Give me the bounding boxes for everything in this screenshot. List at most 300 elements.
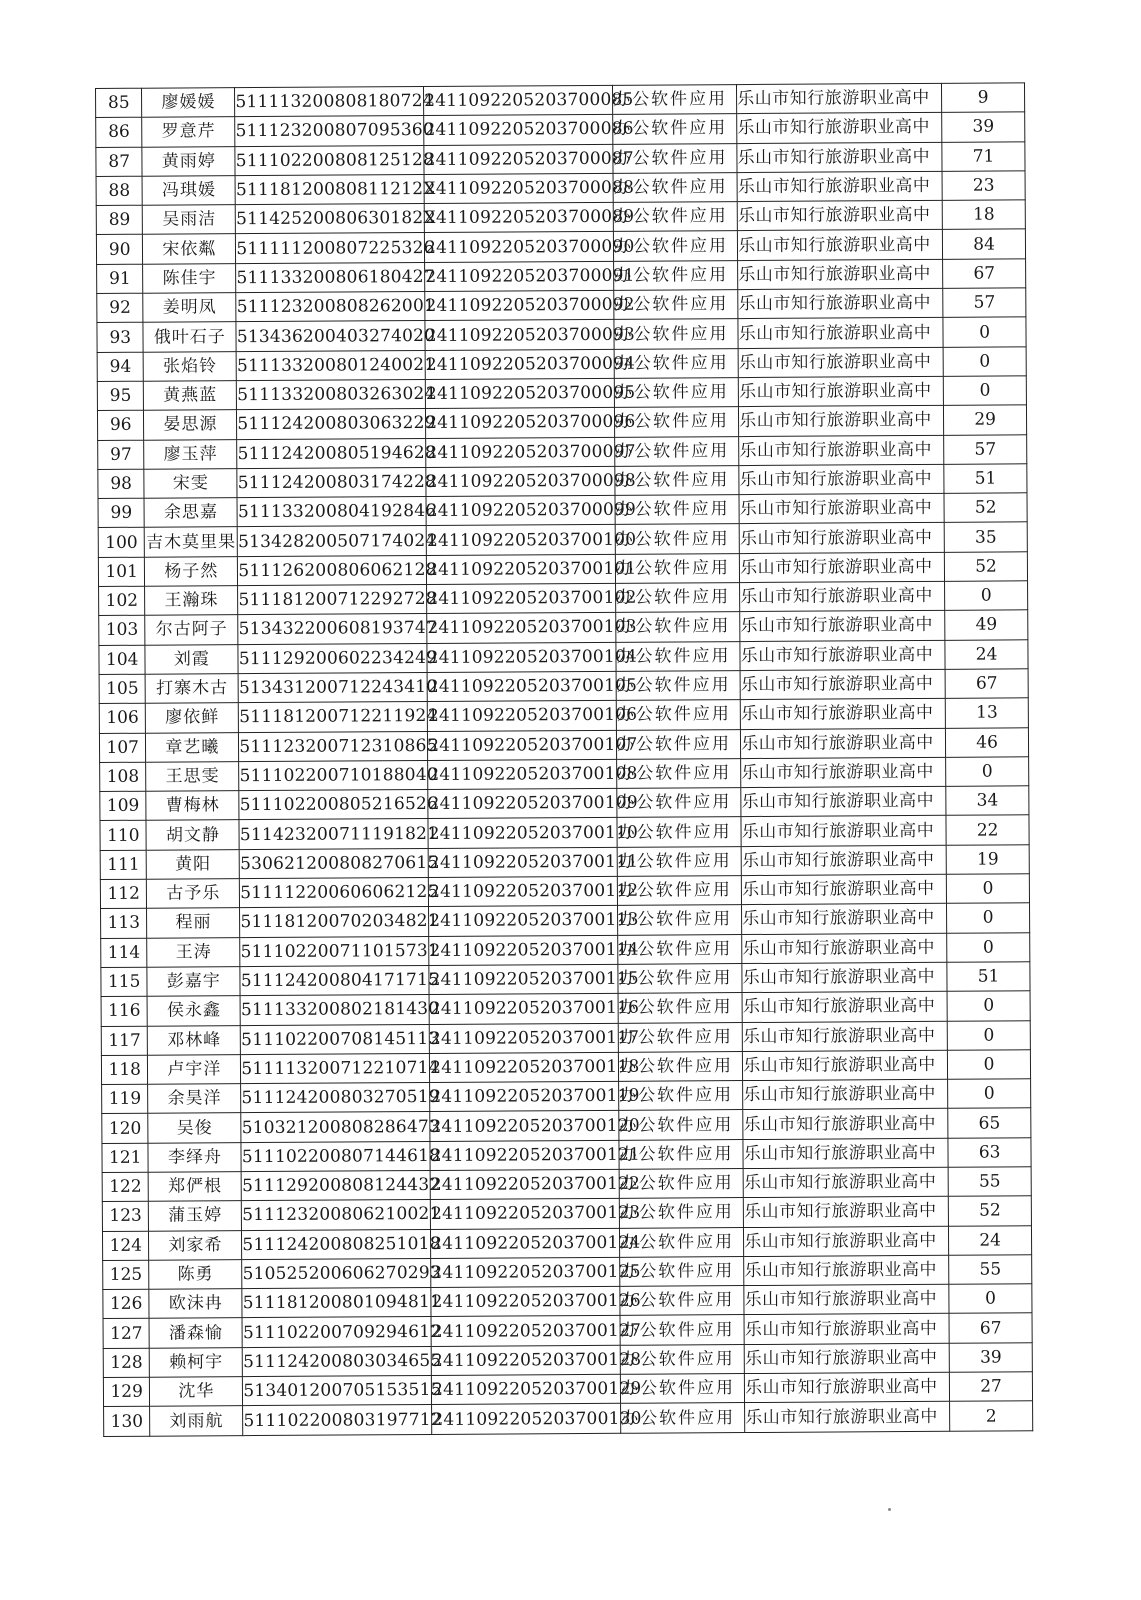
id-card-number: 511112200606062125 <box>240 877 429 907</box>
score-value: 67 <box>945 669 1028 699</box>
exam-ticket-number: 2411092205203700091 <box>425 261 614 291</box>
student-name: 罗意芹 <box>142 117 235 147</box>
row-number: 118 <box>101 1055 148 1085</box>
student-name: 曹梅林 <box>146 791 239 821</box>
course-name: 办公软件应用 <box>614 319 738 349</box>
id-card-number: 513428200507174024 <box>238 526 427 556</box>
id-card-number: 511123200808262001 <box>236 292 425 322</box>
score-value: 39 <box>949 1343 1032 1373</box>
course-name: 办公软件应用 <box>614 407 738 437</box>
score-value: 0 <box>943 376 1026 406</box>
course-name: 办公软件应用 <box>617 846 741 876</box>
course-name: 办公软件应用 <box>613 172 737 202</box>
school-name: 乐山市知行旅游职业高中 <box>743 1197 948 1228</box>
course-name: 办公软件应用 <box>619 1110 743 1140</box>
course-name: 办公软件应用 <box>615 553 739 583</box>
exam-ticket-number: 2411092205203700085 <box>424 85 613 115</box>
score-value: 24 <box>945 639 1028 669</box>
row-number: 86 <box>96 118 143 148</box>
id-card-number: 511102200711015731 <box>240 936 429 966</box>
school-name: 乐山市知行旅游职业高中 <box>742 904 947 935</box>
id-card-number: 511102200808125128 <box>235 145 424 175</box>
row-number: 100 <box>98 528 145 558</box>
score-value: 57 <box>943 288 1026 318</box>
course-name: 办公软件应用 <box>617 905 741 935</box>
id-card-number: 511129200808124432 <box>241 1170 430 1200</box>
exam-ticket-number: 2411092205203700111 <box>428 847 617 877</box>
row-number: 91 <box>97 264 144 294</box>
school-name: 乐山市知行旅游职业高中 <box>738 288 943 319</box>
student-name: 廖玉萍 <box>144 439 237 469</box>
student-name: 刘家希 <box>149 1230 242 1260</box>
score-value: 0 <box>949 1284 1032 1314</box>
row-number: 103 <box>99 616 146 646</box>
row-number: 85 <box>96 88 143 118</box>
student-name: 古予乐 <box>147 879 240 909</box>
id-card-number: 511181200702034821 <box>240 907 429 937</box>
id-card-number: 510321200808286473 <box>241 1112 430 1142</box>
school-name: 乐山市知行旅游职业高中 <box>741 845 946 876</box>
student-name: 刘雨航 <box>150 1406 243 1436</box>
school-name: 乐山市知行旅游职业高中 <box>738 347 943 378</box>
exam-ticket-number: 2411092205203700095 <box>425 378 614 408</box>
school-name: 乐山市知行旅游职业高中 <box>741 757 946 788</box>
id-card-number: 530621200808270615 <box>239 848 428 878</box>
score-value: 0 <box>948 1079 1031 1109</box>
id-card-number: 511133200801240021 <box>236 350 425 380</box>
school-name: 乐山市知行旅游职业高中 <box>744 1284 949 1315</box>
score-value: 65 <box>948 1108 1031 1138</box>
student-name: 吴俊 <box>148 1113 241 1143</box>
exam-ticket-number: 2411092205203700128 <box>431 1345 620 1375</box>
course-name: 办公软件应用 <box>613 231 737 261</box>
exam-ticket-number: 2411092205203700129 <box>432 1374 621 1404</box>
exam-ticket-number: 2411092205203700093 <box>425 320 614 350</box>
course-name: 办公软件应用 <box>613 143 737 173</box>
score-value: 51 <box>947 962 1030 992</box>
course-name: 办公软件应用 <box>618 993 742 1023</box>
student-name: 打寨木古 <box>146 674 239 704</box>
exam-ticket-number: 2411092205203700100 <box>426 525 615 555</box>
row-number: 89 <box>96 205 143 235</box>
exam-ticket-number: 2411092205203700102 <box>427 583 616 613</box>
course-name: 办公软件应用 <box>618 1022 742 1052</box>
student-name: 吴雨洁 <box>143 205 236 235</box>
exam-ticket-number: 2411092205203700108 <box>428 759 617 789</box>
id-card-number: 511181200801094811 <box>242 1288 431 1318</box>
school-name: 乐山市知行旅游职业高中 <box>743 1138 948 1169</box>
exam-ticket-number: 2411092205203700105 <box>427 671 616 701</box>
school-name: 乐山市知行旅游职业高中 <box>739 523 944 554</box>
course-name: 办公软件应用 <box>614 260 738 290</box>
exam-ticket-number: 2411092205203700097 <box>426 437 615 467</box>
id-card-number: 511181200712292728 <box>238 585 427 615</box>
score-value: 27 <box>950 1372 1033 1402</box>
student-name: 侯永鑫 <box>147 996 240 1026</box>
school-name: 乐山市知行旅游职业高中 <box>742 992 947 1023</box>
score-value: 52 <box>948 1196 1031 1226</box>
row-number: 126 <box>103 1289 150 1319</box>
exam-ticket-number: 2411092205203700123 <box>430 1199 619 1229</box>
score-value: 9 <box>942 83 1025 113</box>
school-name: 乐山市知行旅游职业高中 <box>742 874 947 905</box>
exam-ticket-number: 2411092205203700104 <box>427 642 616 672</box>
id-card-number: 511123200807095360 <box>235 116 424 146</box>
student-name: 王涛 <box>147 937 240 967</box>
course-name: 办公软件应用 <box>616 700 740 730</box>
id-card-number: 511123200712310865 <box>239 731 428 761</box>
student-name: 胡文静 <box>146 820 239 850</box>
course-name: 办公软件应用 <box>620 1374 744 1404</box>
student-name: 黄雨婷 <box>142 146 235 176</box>
score-value: 22 <box>946 815 1029 845</box>
row-number: 110 <box>100 821 147 851</box>
student-name: 宋依粼 <box>143 234 236 264</box>
student-name: 刘霞 <box>145 644 238 674</box>
school-name: 乐山市知行旅游职业高中 <box>737 83 942 114</box>
school-name: 乐山市知行旅游职业高中 <box>744 1343 949 1374</box>
score-value: 49 <box>945 610 1028 640</box>
id-card-number: 511133200806180427 <box>236 262 425 292</box>
school-name: 乐山市知行旅游职业高中 <box>740 552 945 583</box>
row-number: 90 <box>96 235 143 265</box>
student-name: 郑俨根 <box>149 1172 242 1202</box>
school-name: 乐山市知行旅游职业高中 <box>740 581 945 612</box>
student-name: 余思嘉 <box>144 498 237 528</box>
exam-ticket-number: 2411092205203700094 <box>425 349 614 379</box>
row-number: 116 <box>101 996 148 1026</box>
score-value: 18 <box>942 200 1025 230</box>
student-name: 邓林峰 <box>148 1025 241 1055</box>
school-name: 乐山市知行旅游职业高中 <box>739 493 944 524</box>
score-value: 71 <box>942 141 1025 171</box>
course-name: 办公软件应用 <box>618 934 742 964</box>
course-name: 办公软件应用 <box>617 758 741 788</box>
student-name: 杨子然 <box>145 556 238 586</box>
row-number: 127 <box>103 1319 150 1349</box>
id-card-number: 513431200712243410 <box>238 672 427 702</box>
exam-ticket-number: 2411092205203700126 <box>431 1286 620 1316</box>
exam-ticket-number: 2411092205203700109 <box>428 788 617 818</box>
score-value: 2 <box>950 1401 1033 1431</box>
student-name: 卢宇洋 <box>148 1054 241 1084</box>
school-name: 乐山市知行旅游职业高中 <box>739 406 944 437</box>
score-value: 19 <box>946 845 1029 875</box>
roster-sheet <box>95 82 1033 1436</box>
score-value: 84 <box>943 229 1026 259</box>
course-name: 办公软件应用 <box>616 641 740 671</box>
exam-ticket-number: 2411092205203700119 <box>430 1081 619 1111</box>
id-card-number: 511102200708145113 <box>241 1024 430 1054</box>
school-name: 乐山市知行旅游职业高中 <box>743 1050 948 1081</box>
row-number: 108 <box>100 762 147 792</box>
table-body <box>96 83 1033 1436</box>
course-name: 办公软件应用 <box>618 963 742 993</box>
row-number: 128 <box>103 1348 150 1378</box>
row-number: 107 <box>99 733 146 763</box>
school-name: 乐山市知行旅游职业高中 <box>739 435 944 466</box>
id-card-number: 511102200709294612 <box>242 1317 431 1347</box>
exam-ticket-number: 2411092205203700113 <box>429 906 618 936</box>
school-name: 乐山市知行旅游职业高中 <box>738 318 943 349</box>
score-value: 0 <box>948 1050 1031 1080</box>
exam-ticket-number: 2411092205203700118 <box>430 1052 619 1082</box>
score-value: 67 <box>949 1313 1032 1343</box>
score-value: 46 <box>946 727 1029 757</box>
course-name: 办公软件应用 <box>614 290 738 320</box>
school-name: 乐山市知行旅游职业高中 <box>738 376 943 407</box>
id-card-number: 51118120080811212X <box>235 174 424 204</box>
score-value: 0 <box>947 932 1030 962</box>
exam-ticket-number: 2411092205203700107 <box>428 730 617 760</box>
id-card-number: 511129200602234249 <box>238 643 427 673</box>
row-number: 98 <box>98 469 145 499</box>
score-table <box>95 82 1033 1436</box>
school-name: 乐山市知行旅游职业高中 <box>738 230 943 261</box>
student-name: 黄燕蓝 <box>144 381 237 411</box>
course-name: 办公软件应用 <box>617 876 741 906</box>
row-number: 125 <box>103 1260 150 1290</box>
score-value: 51 <box>944 464 1027 494</box>
id-card-number: 511113200712210714 <box>241 1053 430 1083</box>
school-name: 乐山市知行旅游职业高中 <box>743 1079 948 1110</box>
course-name: 办公软件应用 <box>617 817 741 847</box>
score-value: 55 <box>948 1167 1031 1197</box>
id-card-number: 513436200403274020 <box>236 321 425 351</box>
course-name: 办公软件应用 <box>616 671 740 701</box>
row-number: 124 <box>102 1231 149 1261</box>
course-name: 办公软件应用 <box>615 465 739 495</box>
row-number: 102 <box>99 586 146 616</box>
school-name: 乐山市知行旅游职业高中 <box>741 728 946 759</box>
row-number: 95 <box>97 381 144 411</box>
student-name: 王瀚珠 <box>145 586 238 616</box>
row-number: 109 <box>100 791 147 821</box>
score-value: 63 <box>948 1137 1031 1167</box>
student-name: 冯琪媛 <box>142 176 235 206</box>
school-name: 乐山市知行旅游职业高中 <box>740 699 945 730</box>
student-name: 陈佳宇 <box>143 263 236 293</box>
score-value: 23 <box>942 171 1025 201</box>
exam-ticket-number: 2411092205203700087 <box>424 144 613 174</box>
course-name: 办公软件应用 <box>613 202 737 232</box>
id-card-number: 511124200805194628 <box>237 438 426 468</box>
course-name: 办公软件应用 <box>620 1344 744 1374</box>
school-name: 乐山市知行旅游职业高中 <box>742 933 947 964</box>
exam-ticket-number: 2411092205203700122 <box>430 1169 619 1199</box>
row-number: 123 <box>102 1201 149 1231</box>
school-name: 乐山市知行旅游职业高中 <box>745 1402 950 1433</box>
id-card-number: 511102200805216526 <box>239 790 428 820</box>
id-card-number: 511113200808180724 <box>235 86 424 116</box>
row-number: 97 <box>98 440 145 470</box>
row-number: 122 <box>102 1172 149 1202</box>
id-card-number: 511102200803197712 <box>243 1405 432 1435</box>
id-card-number: 511124200803034655 <box>243 1346 432 1376</box>
school-name: 乐山市知行旅游职业高中 <box>740 640 945 671</box>
school-name: 乐山市知行旅游职业高中 <box>737 171 942 202</box>
student-name: 陈勇 <box>149 1259 242 1289</box>
course-name: 办公软件应用 <box>616 729 740 759</box>
id-card-number: 511124200803174228 <box>237 467 426 497</box>
student-name: 俄叶石子 <box>143 322 236 352</box>
id-card-number: 511423200711191821 <box>239 819 428 849</box>
row-number: 105 <box>99 674 146 704</box>
id-card-number: 511102200807144618 <box>241 1141 430 1171</box>
exam-ticket-number: 2411092205203700114 <box>429 935 618 965</box>
student-name: 李绎舟 <box>148 1142 241 1172</box>
row-number: 112 <box>100 879 147 909</box>
row-number: 93 <box>97 323 144 353</box>
student-name: 沈华 <box>150 1377 243 1407</box>
student-name: 晏思源 <box>144 410 237 440</box>
student-name: 欧沫冉 <box>149 1289 242 1319</box>
score-value: 0 <box>943 346 1026 376</box>
exam-ticket-number: 2411092205203700112 <box>428 876 617 906</box>
student-name: 廖依鲜 <box>146 703 239 733</box>
exam-ticket-number: 2411092205203700110 <box>428 818 617 848</box>
score-value: 0 <box>943 317 1026 347</box>
school-name: 乐山市知行旅游职业高中 <box>744 1255 949 1286</box>
row-number: 96 <box>97 410 144 440</box>
school-name: 乐山市知行旅游职业高中 <box>740 669 945 700</box>
school-name: 乐山市知行旅游职业高中 <box>737 142 942 173</box>
course-name: 办公软件应用 <box>619 1169 743 1199</box>
course-name: 办公软件应用 <box>619 1227 743 1257</box>
exam-ticket-number: 2411092205203700086 <box>424 115 613 145</box>
score-value: 0 <box>945 581 1028 611</box>
id-card-number: 513432200608193747 <box>238 614 427 644</box>
student-name: 黄阳 <box>147 849 240 879</box>
exam-ticket-number: 2411092205203700099 <box>426 495 615 525</box>
score-value: 0 <box>947 903 1030 933</box>
student-name: 彭嘉宇 <box>147 967 240 997</box>
exam-ticket-number: 2411092205203700120 <box>430 1111 619 1141</box>
course-name: 办公软件应用 <box>619 1081 743 1111</box>
student-name: 王思雯 <box>146 761 239 791</box>
id-card-number: 511133200803263024 <box>237 379 426 409</box>
score-value: 34 <box>946 786 1029 816</box>
score-value: 13 <box>945 698 1028 728</box>
course-name: 办公软件应用 <box>618 1051 742 1081</box>
student-name: 余昊洋 <box>148 1084 241 1114</box>
course-name: 办公软件应用 <box>614 348 738 378</box>
row-number: 99 <box>98 498 145 528</box>
school-name: 乐山市知行旅游职业高中 <box>744 1314 949 1345</box>
school-name: 乐山市知行旅游职业高中 <box>744 1226 949 1257</box>
exam-ticket-number: 2411092205203700103 <box>427 613 616 643</box>
exam-ticket-number: 2411092205203700127 <box>431 1316 620 1346</box>
exam-ticket-number: 2411092205203700121 <box>430 1140 619 1170</box>
school-name: 乐山市知行旅游职业高中 <box>737 113 942 144</box>
id-card-number: 511102200710188040 <box>239 760 428 790</box>
row-number: 94 <box>97 352 144 382</box>
exam-ticket-number: 2411092205203700116 <box>429 994 618 1024</box>
exam-ticket-number: 2411092205203700089 <box>424 203 613 233</box>
id-card-number: 511133200804192846 <box>237 497 426 527</box>
score-value: 57 <box>944 434 1027 464</box>
student-name: 蒲玉婷 <box>149 1201 242 1231</box>
id-card-number: 51142520080630182X <box>236 204 425 234</box>
school-name: 乐山市知行旅游职业高中 <box>741 786 946 817</box>
row-number: 121 <box>102 1143 149 1173</box>
row-number: 129 <box>103 1377 150 1407</box>
school-name: 乐山市知行旅游职业高中 <box>739 464 944 495</box>
school-name: 乐山市知行旅游职业高中 <box>743 1167 948 1198</box>
score-value: 24 <box>949 1225 1032 1255</box>
course-name: 办公软件应用 <box>619 1198 743 1228</box>
student-name: 程丽 <box>147 908 240 938</box>
score-value: 0 <box>947 1020 1030 1050</box>
exam-ticket-number: 2411092205203700117 <box>429 1023 618 1053</box>
student-name: 廖媛媛 <box>142 88 235 118</box>
school-name: 乐山市知行旅游职业高中 <box>745 1372 950 1403</box>
score-value: 39 <box>942 112 1025 142</box>
school-name: 乐山市知行旅游职业高中 <box>740 611 945 642</box>
student-name: 赖柯宇 <box>150 1347 243 1377</box>
id-card-number: 513401200705153515 <box>243 1376 432 1406</box>
student-name: 姜明凤 <box>143 293 236 323</box>
exam-ticket-number: 2411092205203700124 <box>431 1228 620 1258</box>
course-name: 办公软件应用 <box>621 1403 745 1433</box>
school-name: 乐山市知行旅游职业高中 <box>742 1021 947 1052</box>
student-name: 宋雯 <box>144 468 237 498</box>
school-name: 乐山市知行旅游职业高中 <box>743 1109 948 1140</box>
scan-speck <box>888 1508 891 1511</box>
id-card-number: 511123200806210021 <box>242 1200 431 1230</box>
exam-ticket-number: 2411092205203700115 <box>429 964 618 994</box>
id-card-number: 511126200806062128 <box>238 555 427 585</box>
score-value: 0 <box>946 874 1029 904</box>
course-name: 办公软件应用 <box>616 583 740 613</box>
course-name: 办公软件应用 <box>612 85 736 115</box>
row-number: 114 <box>101 938 148 968</box>
id-card-number: 511124200808251018 <box>242 1229 431 1259</box>
student-name: 潘森愉 <box>149 1318 242 1348</box>
exam-ticket-number: 2411092205203700125 <box>431 1257 620 1287</box>
student-name: 吉木莫里果 <box>145 527 238 557</box>
exam-ticket-number: 2411092205203700101 <box>427 554 616 584</box>
score-value: 35 <box>944 522 1027 552</box>
id-card-number: 511111200807225326 <box>236 233 425 263</box>
student-name: 张焰铃 <box>144 351 237 381</box>
row-number: 111 <box>100 850 147 880</box>
table-row <box>104 1401 1033 1436</box>
course-name: 办公软件应用 <box>619 1139 743 1169</box>
row-number: 117 <box>101 1026 148 1056</box>
course-name: 办公软件应用 <box>613 114 737 144</box>
exam-ticket-number: 2411092205203700092 <box>425 290 614 320</box>
id-card-number: 511124200803063229 <box>237 409 426 439</box>
id-card-number: 511124200804171715 <box>240 965 429 995</box>
exam-ticket-number: 2411092205203700096 <box>426 408 615 438</box>
row-number: 120 <box>102 1114 149 1144</box>
course-name: 办公软件应用 <box>615 495 739 525</box>
school-name: 乐山市知行旅游职业高中 <box>738 259 943 290</box>
exam-ticket-number: 2411092205203700130 <box>432 1404 621 1434</box>
row-number: 106 <box>99 703 146 733</box>
row-number: 87 <box>96 147 143 177</box>
exam-ticket-number: 2411092205203700090 <box>425 232 614 262</box>
score-value: 29 <box>944 405 1027 435</box>
course-name: 办公软件应用 <box>614 378 738 408</box>
row-number: 130 <box>104 1407 151 1437</box>
id-card-number: 511133200802181430 <box>240 995 429 1025</box>
row-number: 92 <box>97 293 144 323</box>
row-number: 104 <box>99 645 146 675</box>
student-name: 尔古阿子 <box>145 615 238 645</box>
course-name: 办公软件应用 <box>620 1315 744 1345</box>
